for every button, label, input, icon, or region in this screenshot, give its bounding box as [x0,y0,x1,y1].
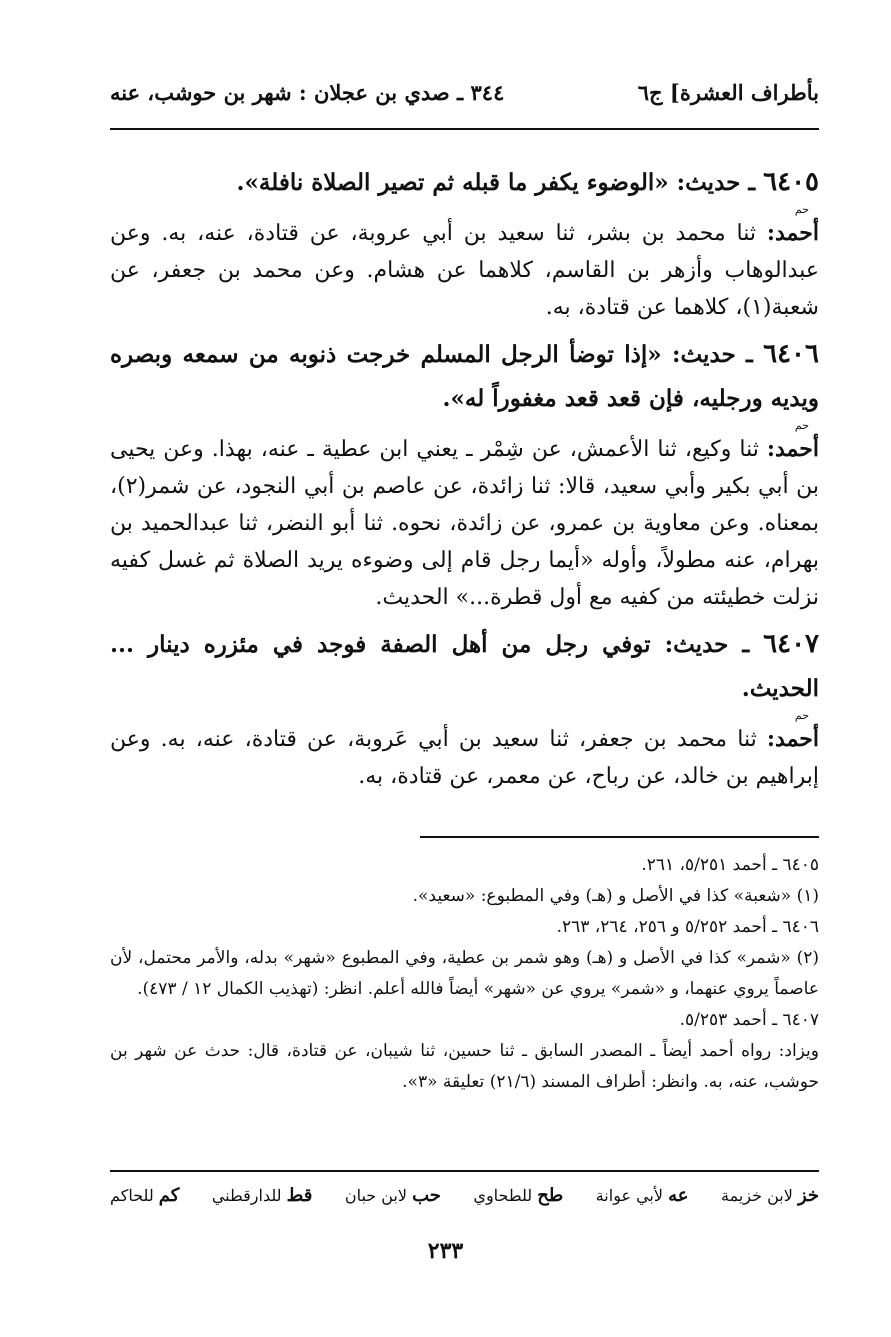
isnad-text: ثنا محمد بن بشر، ثنا سعيد بن أبي عروبة، عن قتادة، عنه، به. وعن عبدالوهاب وأزهر بن القاسم، كلاهما عن هشام. وعن محمد بن جعفر، عن شعبة(١)، كلاهما عن قتادة، به. [110,221,819,320]
footnote: ٦٤٠٧ ـ أحمد ٥/٢٥٣. [679,1010,819,1030]
header-rule [110,128,819,130]
hadith-number: ٦٤٠٦ [763,339,819,369]
footnote: ٦٤٠٦ ـ أحمد ٥/٢٥٢ و ٢٥٦، ٢٦٤، ٢٦٣. [556,917,819,937]
abbreviation-key [110,1185,819,1206]
hadith-6407-title [110,622,819,711]
hadith-number: ٦٤٠٥ [763,167,819,197]
hadith-6406-title [110,332,819,421]
hadith-text: ـ حديث: «إذا توضأ الرجل المسلم خرجت ذنوبه من سمعه وبصره ويديه ورجليه، فإن قعد قعد مغفوراً له». [110,341,819,412]
hadith-6406-chain [110,431,819,616]
abbreviation-item: طح للطحاوي [473,1185,564,1206]
page-number: ٢٣٣ [427,1238,464,1264]
source-lead: أحمد: [766,220,819,246]
abbreviation-item: كم للحاكم [110,1185,180,1206]
header-section-title: ٣٤٤ ـ صدي بن عجلان : شهر بن حوشب، عنه [110,80,505,105]
hadith-text: ـ حديث: توفي رجل من أهل الصفة فوجد في مئزره دينار ... الحديث. [110,631,819,702]
hadith-6405-title [110,160,819,205]
abbreviation-item: عه لأبي عوانة [595,1185,689,1206]
abbreviation-item: حب لابن حبان [344,1185,441,1206]
abbreviation-item: خز لابن خزيمة [721,1185,819,1206]
hadith-6405-chain [110,215,819,326]
isnad-text: ثنا وكيع، ثنا الأعمش، عن شِمْر ـ يعني ابن عطية ـ عنه، بهذا. وعن يحيى بن أبي بكير وأبي سعيد، قالا: ثنا زائدة، عن عاصم بن أبي النجود، عن شمر(٢)، بمعناه. وعن معاوية بن عمرو، عن زائدة، نحوه. ثنا أبو النضر، ثنا عبدالحميد بن بهرام، عنه مطولاً، وأوله «أيما رجل قام إلى وضوءه يريد الصلاة ثم غسل كفيه نزلت خطيئته من كفيه مع أول قطرة...» الحديث. [110,437,819,610]
footnote: ٦٤٠٥ ـ أحمد ٥/٢٥١، ٢٦١. [641,855,819,875]
header-book-volume: بأطراف العشرة] ج٦ [637,80,819,105]
abbreviation-rule [110,1170,819,1172]
abbreviation-item: قط للدارقطني [211,1185,313,1206]
footnotes [110,850,819,1098]
running-header [110,80,819,105]
footnote: (١) «شعبة» كذا في الأصل و (هـ) وفي المطبوع: «سعيد». [412,886,819,906]
source-lead: أحمد: [766,436,819,462]
source-symbol: حم [794,203,809,216]
isnad-text: ثنا محمد بن جعفر، ثنا سعيد بن أبي عَروبة، عن قتادة، عنه، به. وعن إبراهيم بن خالد، عن رباح، عن معمر، عن قتادة، به. [110,727,819,789]
main-text [110,160,819,801]
source-symbol: حم [794,709,809,722]
hadith-text: ـ حديث: «الوضوء يكفر ما قبله ثم تصير الصلاة نافلة». [236,169,756,196]
footnote-rule [420,836,819,838]
hadith-6407-chain [110,721,819,795]
hadith-number: ٦٤٠٧ [763,629,820,659]
source-lead: أحمد: [766,726,820,752]
source-symbol: حم [794,419,809,432]
footnote: (٢) «شمر» كذا في الأصل و (هـ) وهو شمر بن عطية، وفي المطبوع «شهر» بدله، والأمر محتمل، لأن عاصماً يروي عنهما، و «شمر» يروي عن «شهر» أيضاً فالله أعلم. انظر: (تهذيب الكمال ١٢ / ٤٧٣). [110,948,819,999]
footnote: ويزاد: رواه أحمد أيضاً ـ المصدر السابق ـ ثنا حسين، ثنا شيبان، عن قتادة، قال: حدث عن شهر بن حوشب، عنه، به. وانظر: أطراف المسند (٢١/٦) تعليقة «٣». [110,1041,819,1092]
